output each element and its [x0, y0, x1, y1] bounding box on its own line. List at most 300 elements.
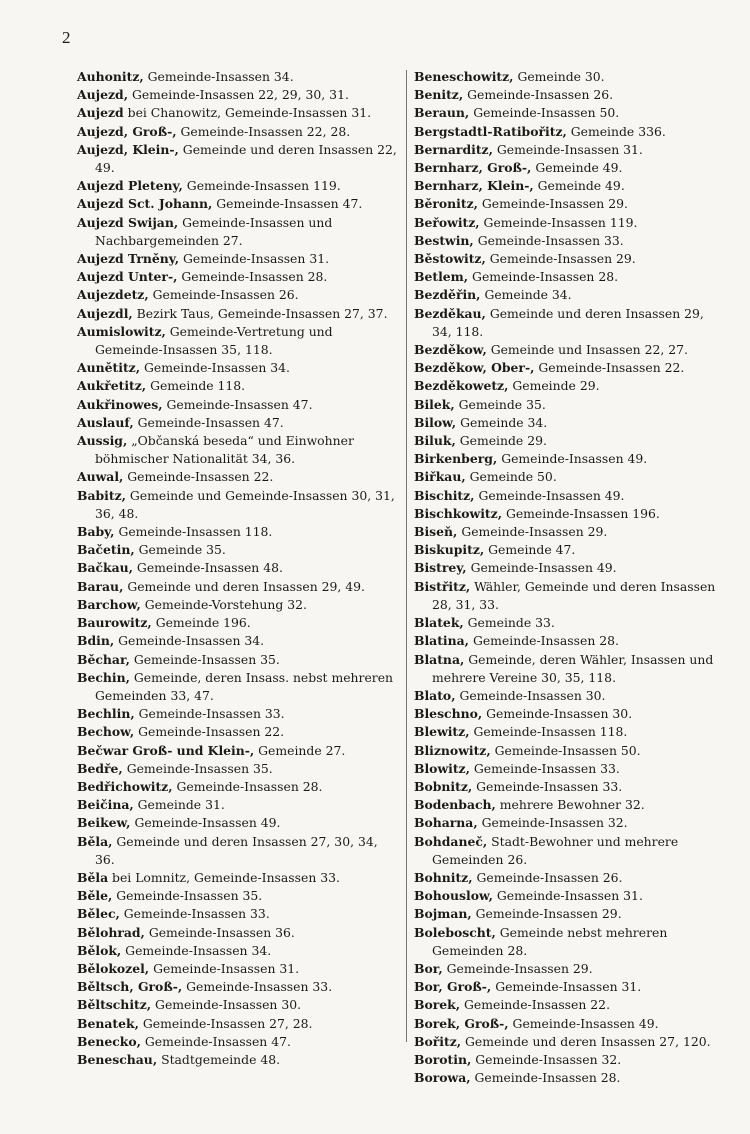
entry-place-name: Bischkowitz,: [414, 505, 503, 521]
entry-description: Gemeinde-Insassen und Nachbargemeinden 27.: [95, 214, 333, 248]
entry-place-name: Blatek,: [414, 615, 464, 631]
index-entry: [414, 1015, 724, 1033]
entry-place-name: Aujezd Sct. Johann,: [77, 196, 213, 212]
entry-description: Gemeinde-Insassen 29.: [485, 251, 636, 267]
entry-place-name: Bestwin,: [414, 232, 474, 248]
index-entry: [414, 541, 724, 559]
entry-description: Gemeinde-Insassen 48.: [132, 560, 283, 576]
entry-description: Gemeinde-Insassen 35.: [122, 760, 273, 776]
entry-place-name: Bilek,: [414, 396, 455, 412]
entry-place-name: Babitz,: [77, 487, 126, 503]
index-entry: [77, 705, 399, 723]
entry-description: Gemeinde-Insassen 26.: [463, 87, 614, 103]
index-entry: [77, 632, 399, 650]
entry-description: Gemeinde 35.: [454, 396, 546, 412]
entry-description: Gemeinde-Insassen 34.: [140, 360, 290, 376]
entry-description: Stadtgemeinde 48.: [157, 1051, 281, 1067]
index-entry: [414, 614, 724, 632]
entry-description: Gemeinde 49.: [533, 178, 625, 194]
index-entry: [77, 268, 399, 286]
index-entry: [414, 432, 724, 450]
entry-place-name: Bechin,: [77, 669, 130, 685]
entry-description: Gemeinde-Insassen 22.: [123, 469, 274, 485]
entry-description: Gemeinde-Insassen 119.: [182, 178, 341, 194]
entry-place-name: Aunětitz,: [77, 360, 141, 376]
entry-description: Gemeinde-Insassen 28.: [469, 633, 619, 649]
entry-place-name: Aujezd Unter-,: [77, 269, 178, 285]
entry-place-name: Bělec,: [77, 906, 120, 922]
entry-place-name: Beikew,: [77, 815, 131, 831]
entry-description: Gemeinde-Insassen 47.: [133, 414, 284, 430]
index-entry: [77, 869, 399, 887]
entry-place-name: Bodenbach,: [414, 797, 496, 813]
entry-place-name: Aujezd Trněny,: [77, 251, 180, 267]
entry-description: Gemeinde-Insassen 33.: [119, 906, 270, 922]
entry-description: Gemeinde-Insassen 28.: [172, 778, 323, 794]
entry-place-name: Bělohrad,: [77, 924, 145, 940]
entry-description: bei Chanowitz, Gemeinde-Insassen 31.: [123, 105, 372, 121]
entry-place-name: Bobnitz,: [414, 778, 473, 794]
index-entry: [77, 86, 399, 104]
entry-description: Gemeinde-Insassen 22, 28.: [176, 123, 351, 139]
entry-place-name: Biskupitz,: [414, 542, 485, 558]
entry-place-name: Bělok,: [77, 942, 122, 958]
index-entry: [77, 377, 399, 395]
entry-place-name: Boharna,: [414, 815, 478, 831]
entry-place-name: Bezděkow,: [414, 342, 487, 358]
entry-description: Gemeinde 29.: [455, 433, 547, 449]
entry-place-name: Bliznowitz,: [414, 742, 491, 758]
entry-place-name: Baurowitz,: [77, 615, 152, 631]
index-entry: [77, 905, 399, 923]
entry-description: Gemeinde-Insassen 33.: [472, 778, 623, 794]
entry-description: Gemeinde-Insassen 22.: [460, 997, 611, 1013]
index-entry: [77, 541, 399, 559]
entry-description: Gemeinde-Insassen 35.: [129, 651, 280, 667]
entry-place-name: Bernarditz,: [414, 141, 493, 157]
index-entry: [77, 669, 399, 705]
entry-place-name: Bilow,: [414, 414, 457, 430]
index-entry: [414, 450, 724, 468]
entry-place-name: Bor,: [414, 960, 443, 976]
entry-description: Gemeinde-Insassen 29.: [442, 960, 593, 976]
entry-description: Bezirk Taus, Gemeinde-Insassen 27, 37.: [132, 305, 388, 321]
index-entry: [77, 487, 399, 523]
index-entry: [414, 796, 724, 814]
entry-place-name: Bořitz,: [414, 1033, 462, 1049]
entry-description: Gemeinde-Insassen 28.: [177, 269, 328, 285]
index-column-right: [414, 68, 724, 1087]
entry-place-name: Borotin,: [414, 1051, 472, 1067]
entry-description: Gemeinde 27.: [254, 742, 346, 758]
entry-description: Gemeinde-Insassen 32.: [477, 815, 628, 831]
entry-description: Gemeinde-Insassen 22, 29, 30, 31.: [128, 87, 349, 103]
index-entry: [414, 760, 724, 778]
entry-place-name: Blowitz,: [414, 760, 470, 776]
index-entry: [77, 796, 399, 814]
index-entry: [414, 377, 724, 395]
entry-place-name: Auhonitz,: [77, 69, 144, 84]
entry-place-name: Bělokozel,: [77, 960, 150, 976]
index-entry: [77, 578, 399, 596]
index-entry: [414, 559, 724, 577]
index-entry: [77, 1051, 399, 1069]
entry-place-name: Beřowitz,: [414, 214, 480, 230]
entry-place-name: Běltschitz,: [77, 997, 152, 1013]
entry-description: Gemeinde-Insassen 22.: [534, 360, 685, 376]
index-entry: [77, 651, 399, 669]
index-entry: [77, 195, 399, 213]
index-entry: [77, 942, 399, 960]
entry-description: Gemeinde-Insassen 50.: [490, 742, 641, 758]
index-entry: [77, 214, 399, 250]
entry-place-name: Borek,: [414, 997, 461, 1013]
entry-description: Gemeinde-Insassen 49.: [497, 451, 648, 467]
entry-description: Gemeinde 34.: [480, 287, 572, 303]
index-entry: [414, 960, 724, 978]
entry-description: Gemeinde-Insassen 26.: [148, 287, 299, 303]
entry-place-name: Běronitz,: [414, 196, 478, 212]
entry-place-name: Aujezdl,: [77, 305, 133, 321]
index-entry: [414, 141, 724, 159]
index-entry: [77, 432, 399, 468]
entry-description: Gemeinde 31.: [133, 797, 225, 813]
entry-place-name: Bedřichowitz,: [77, 778, 173, 794]
index-entry: [77, 596, 399, 614]
index-entry: [414, 978, 724, 996]
entry-place-name: Baby,: [77, 524, 115, 540]
entry-place-name: Barau,: [77, 578, 124, 594]
index-entry: [77, 123, 399, 141]
entry-place-name: Beneschowitz,: [414, 69, 514, 84]
entry-place-name: Bojman,: [414, 906, 472, 922]
index-entry: [414, 1069, 724, 1087]
index-entry: [77, 1033, 399, 1051]
entry-place-name: Beneschau,: [77, 1051, 158, 1067]
entry-description: Gemeinde 47.: [484, 542, 576, 558]
index-entry: [414, 869, 724, 887]
index-entry: [414, 177, 724, 195]
entry-description: Gemeinde-Insassen 28.: [468, 269, 619, 285]
entry-description: Gemeinde-Insassen 30.: [151, 997, 302, 1013]
entry-description: Gemeinde-Insassen 26.: [472, 869, 623, 885]
entry-description: Gemeinde-Insassen 47.: [212, 196, 363, 212]
entry-description: Gemeinde-Insassen 118.: [114, 524, 273, 540]
entry-place-name: Běle,: [77, 888, 113, 904]
index-entry: [414, 268, 724, 286]
index-entry: [414, 924, 724, 960]
index-entry: [77, 614, 399, 632]
index-entry: [414, 742, 724, 760]
entry-description: Gemeinde-Insassen 32.: [471, 1051, 622, 1067]
index-entry: [77, 887, 399, 905]
entry-place-name: Aujezd: [77, 105, 124, 121]
entry-place-name: Beičina,: [77, 797, 134, 813]
entry-description: bei Lomnitz, Gemeinde-Insassen 33.: [108, 869, 340, 885]
entry-place-name: Bdin,: [77, 633, 115, 649]
index-entry: [414, 651, 724, 687]
entry-description: Gemeinde 196.: [151, 615, 251, 631]
entry-place-name: Bohdaneč,: [414, 833, 488, 849]
index-entry: [414, 1051, 724, 1069]
entry-description: Gemeinde-Insassen 30.: [455, 687, 606, 703]
entry-place-name: Auwal,: [77, 469, 124, 485]
entry-description: Gemeinde-Insassen 35.: [112, 888, 263, 904]
index-entry: [77, 68, 399, 86]
index-entry: [414, 687, 724, 705]
index-column-left: [77, 68, 399, 1069]
index-entry: [414, 359, 724, 377]
entry-description: Gemeinde und Insassen 22, 27.: [486, 342, 688, 358]
entry-description: Gemeinde-Insassen 31.: [179, 251, 330, 267]
entry-place-name: Beraun,: [414, 105, 470, 121]
index-entry: [77, 760, 399, 778]
index-entry: [414, 159, 724, 177]
entry-description: Gemeinde-Insassen 47.: [140, 1033, 291, 1049]
entry-place-name: Blewitz,: [414, 724, 470, 740]
entry-place-name: Benitz,: [414, 87, 464, 103]
index-entry: [414, 195, 724, 213]
entry-place-name: Bechlin,: [77, 706, 135, 722]
entry-description: Gemeinde-Insassen 34.: [114, 633, 265, 649]
column-divider: [406, 70, 407, 1042]
index-entry: [77, 468, 399, 486]
entry-place-name: Aujezd,: [77, 87, 129, 103]
entry-description: Gemeinde-Insassen 118.: [469, 724, 628, 740]
entry-place-name: Bezděřin,: [414, 287, 481, 303]
index-entry: [77, 1015, 399, 1033]
index-entry: [414, 487, 724, 505]
entry-place-name: Biseň,: [414, 524, 458, 540]
entry-place-name: Bistrey,: [414, 560, 467, 576]
index-entry: [414, 887, 724, 905]
entry-place-name: Aujezdetz,: [77, 287, 149, 303]
entry-description: Gemeinde-Insassen 30.: [482, 706, 633, 722]
entry-description: Gemeinde-Insassen 33.: [182, 979, 333, 995]
page-number: 2: [62, 28, 71, 47]
index-entry: [77, 960, 399, 978]
entry-place-name: Aumislowitz,: [77, 323, 166, 339]
entry-description: Gemeinde 34.: [456, 414, 548, 430]
entry-description: Gemeinde 35.: [134, 542, 226, 558]
index-entry: [77, 104, 399, 122]
index-entry: [77, 723, 399, 741]
index-entry: [77, 177, 399, 195]
entry-description: Gemeinde 29.: [508, 378, 600, 394]
entry-place-name: Biluk,: [414, 433, 456, 449]
index-entry: [414, 86, 724, 104]
entry-description: mehrere Bewohner 32.: [495, 797, 645, 813]
entry-place-name: Bernharz, Groß-,: [414, 160, 532, 176]
index-entry: [77, 323, 399, 359]
entry-description: Stadt-Bewohner und mehrere Gemeinden 26.: [432, 833, 679, 867]
entry-description: Gemeinde-Insassen 47.: [162, 396, 313, 412]
entry-description: Gemeinde 33.: [463, 615, 555, 631]
entry-place-name: Auslauf,: [77, 414, 134, 430]
entry-description: Gemeinde und Gemeinde-Insassen 30, 31, 36, 48.: [95, 487, 395, 521]
entry-description: Gemeinde 30.: [513, 69, 605, 84]
index-entry: [414, 833, 724, 869]
entry-description: Gemeinde-Insassen 119.: [479, 214, 638, 230]
index-entry: [414, 214, 724, 232]
entry-description: Gemeinde-Insassen 22.: [134, 724, 285, 740]
entry-description: Gemeinde-Vorstehung 32.: [140, 596, 307, 612]
entry-place-name: Benatek,: [77, 1015, 139, 1031]
entry-description: Gemeinde-Insassen 49.: [130, 815, 281, 831]
entry-description: Gemeinde-Insassen 33.: [134, 706, 285, 722]
entry-place-name: Bischitz,: [414, 487, 475, 503]
entry-description: Gemeinde-Insassen 34.: [121, 942, 272, 958]
entry-place-name: Bergstadtl-Ratibořitz,: [414, 123, 567, 139]
entry-place-name: Aukřetitz,: [77, 378, 147, 394]
index-entry: [414, 232, 724, 250]
entry-place-name: Bohnitz,: [414, 869, 473, 885]
entry-description: Gemeinde 49.: [531, 160, 623, 176]
entry-place-name: Bohouslow,: [414, 888, 493, 904]
index-entry: [77, 414, 399, 432]
entry-description: „Občanská beseda“ und Einwohner böhmischer Nationalität 34, 36.: [95, 433, 354, 467]
index-entry: [77, 523, 399, 541]
entry-place-name: Bernharz, Klein-,: [414, 178, 534, 194]
entry-description: Gemeinde-Insassen 31.: [492, 141, 643, 157]
entry-description: Gemeinde-Insassen 31.: [492, 888, 643, 904]
entry-description: Gemeinde und deren Insassen 22, 49.: [95, 141, 397, 176]
entry-description: Gemeinde-Insassen 29.: [471, 906, 622, 922]
entry-place-name: Bedře,: [77, 760, 123, 776]
entry-description: Gemeinde 336.: [566, 123, 666, 139]
entry-place-name: Bechow,: [77, 724, 135, 740]
entry-place-name: Biřkau,: [414, 469, 466, 485]
entry-place-name: Blato,: [414, 687, 456, 703]
index-entry: [414, 414, 724, 432]
entry-description: Gemeinde 118.: [146, 378, 246, 394]
index-entry: [414, 341, 724, 359]
entry-place-name: Bistřitz,: [414, 578, 471, 594]
entry-place-name: Aujezd, Groß-,: [77, 123, 177, 139]
entry-place-name: Aujezd Pleteny,: [77, 178, 183, 194]
index-entry: [414, 814, 724, 832]
index-entry: [414, 1033, 724, 1051]
entry-description: Gemeinde-Insassen 29.: [477, 196, 628, 212]
index-entry: [77, 742, 399, 760]
index-entry: [414, 632, 724, 650]
index-entry: [414, 523, 724, 541]
entry-description: Gemeinde und deren Insassen 29, 34, 118.: [432, 305, 704, 339]
entry-description: Gemeinde-Insassen 31.: [149, 960, 300, 976]
index-entry: [77, 778, 399, 796]
index-entry: [414, 778, 724, 796]
entry-description: Gemeinde 50.: [465, 469, 557, 485]
index-entry: [414, 996, 724, 1014]
index-entry: [414, 396, 724, 414]
entry-place-name: Birkenberg,: [414, 451, 498, 467]
entry-description: Gemeinde-Insassen 49.: [508, 1015, 659, 1031]
entry-description: Gemeinde-Vertretung und Gemeinde-Insassen 35, 118.: [95, 323, 333, 358]
entry-place-name: Benecko,: [77, 1033, 141, 1049]
index-entry: [414, 468, 724, 486]
entry-description: Gemeinde und deren Insassen 29, 49.: [123, 578, 365, 594]
index-entry: [414, 286, 724, 304]
entry-description: Gemeinde und deren Insassen 27, 120.: [461, 1033, 711, 1049]
index-entry: [414, 104, 724, 122]
entry-description: Gemeinde-Insassen 49.: [474, 487, 625, 503]
entry-place-name: Bleschno,: [414, 706, 483, 722]
index-entry: [77, 814, 399, 832]
entry-place-name: Běla: [77, 869, 109, 885]
entry-place-name: Běltsch, Groß-,: [77, 979, 183, 995]
entry-description: Gemeinde nebst mehreren Gemeinden 28.: [432, 924, 668, 958]
entry-description: Gemeinde, deren Wähler, Insassen und mehrere Vereine 30, 35, 118.: [432, 651, 714, 685]
entry-description: Gemeinde-Insassen 196.: [502, 505, 660, 521]
entry-place-name: Barchow,: [77, 596, 141, 612]
entry-place-name: Aussig,: [77, 433, 128, 449]
index-entry: [77, 141, 399, 177]
index-entry: [77, 559, 399, 577]
entry-place-name: Blatna,: [414, 651, 465, 667]
index-entry: [77, 924, 399, 942]
entry-place-name: Běla,: [77, 833, 113, 849]
entry-description: Gemeinde und deren Insassen 27, 30, 34, 36.: [95, 833, 378, 867]
index-entry: [77, 250, 399, 268]
entry-description: Gemeinde, deren Insass. nebst mehreren Gemeinden 33, 47.: [95, 669, 394, 703]
index-entry: [414, 123, 724, 141]
index-entry: [77, 978, 399, 996]
entry-place-name: Blatina,: [414, 633, 469, 649]
entry-place-name: Bačetin,: [77, 542, 135, 558]
entry-description: Gemeinde-Insassen 31.: [491, 979, 642, 995]
index-entry: [77, 305, 399, 323]
entry-description: Wähler, Gemeinde und deren Insassen 28, 31, 33.: [432, 578, 716, 612]
index-entry: [414, 250, 724, 268]
entry-place-name: Bezděkau,: [414, 305, 486, 321]
entry-description: Gemeinde-Insassen 29.: [457, 524, 608, 540]
entry-description: Gemeinde-Insassen 33.: [469, 760, 620, 776]
entry-description: Gemeinde-Insassen 28.: [470, 1070, 621, 1086]
entry-place-name: Běstowitz,: [414, 251, 486, 267]
index-entry: [77, 359, 399, 377]
index-entry: [77, 396, 399, 414]
entry-place-name: Borek, Groß-,: [414, 1015, 509, 1031]
entry-place-name: Aujezd Swijan,: [77, 214, 179, 230]
index-entry: [77, 996, 399, 1014]
entry-description: Gemeinde-Insassen 49.: [466, 560, 617, 576]
entry-description: Gemeinde-Insassen 33.: [473, 232, 624, 248]
index-entry: [414, 723, 724, 741]
index-entry: [414, 505, 724, 523]
index-entry: [414, 305, 724, 341]
index-entry: [414, 578, 724, 614]
entry-place-name: Boleboscht,: [414, 924, 496, 940]
entry-place-name: Betlem,: [414, 269, 469, 285]
entry-place-name: Bečwar Groß- und Klein-,: [77, 742, 255, 758]
entry-place-name: Bačkau,: [77, 560, 133, 576]
entry-place-name: Aujezd, Klein-,: [77, 141, 179, 157]
entry-description: Gemeinde-Insassen 36.: [144, 924, 295, 940]
index-entry: [414, 905, 724, 923]
entry-place-name: Bezděkow, Ober-,: [414, 360, 535, 376]
entry-place-name: Běchar,: [77, 651, 130, 667]
entry-place-name: Bor, Groß-,: [414, 979, 492, 995]
entry-place-name: Borowa,: [414, 1070, 471, 1086]
entry-place-name: Aukřinowes,: [77, 396, 163, 412]
entry-description: Gemeinde-Insassen 27, 28.: [138, 1015, 313, 1031]
entry-place-name: Bezděkowetz,: [414, 378, 509, 394]
index-entry: [414, 68, 724, 86]
entry-description: Gemeinde-Insassen 50.: [469, 105, 620, 121]
index-entry: [77, 286, 399, 304]
index-entry: [77, 833, 399, 869]
entry-description: Gemeinde-Insassen 34.: [143, 69, 294, 84]
